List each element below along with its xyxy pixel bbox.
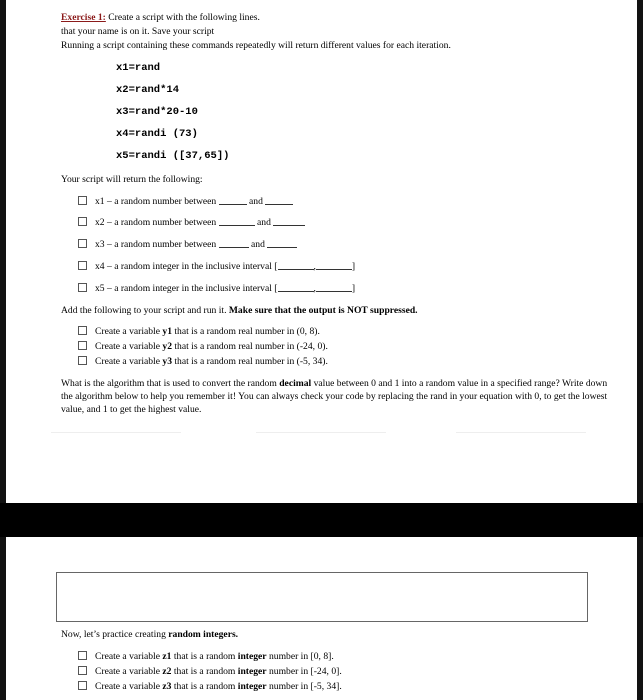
integer-name: z3 bbox=[162, 681, 172, 692]
variable-name: y2 bbox=[162, 341, 172, 352]
faint-rule bbox=[51, 432, 181, 433]
answer-blank[interactable] bbox=[273, 225, 305, 226]
practice-heading bbox=[61, 629, 238, 641]
algorithm-text-1: What is the algorithm that is used to convert the random bbox=[61, 378, 280, 389]
algorithm-bold: decimal bbox=[279, 378, 312, 389]
add-heading-bold: Make sure that the output is NOT suppressed. bbox=[228, 305, 418, 316]
answer-blank[interactable] bbox=[219, 204, 247, 205]
code-line-2: x2=rand*14 bbox=[116, 84, 180, 96]
checkbox[interactable] bbox=[78, 341, 87, 350]
return-item-x1 bbox=[78, 196, 293, 208]
algorithm-answer-box[interactable] bbox=[56, 572, 588, 622]
interval-comma: , bbox=[313, 261, 316, 272]
variable-post: that is a random real number in (-5, 34). bbox=[171, 356, 328, 367]
integer-item-z1 bbox=[78, 651, 334, 663]
answer-blank[interactable] bbox=[267, 247, 297, 248]
answer-blank[interactable] bbox=[265, 204, 293, 205]
answer-blank[interactable] bbox=[219, 225, 255, 226]
right-page-edge bbox=[637, 0, 643, 700]
integer-post: number in [0, 8]. bbox=[266, 651, 334, 662]
integer-bold: integer bbox=[237, 666, 267, 677]
return-item-x5 bbox=[78, 283, 355, 295]
return-item-x2 bbox=[78, 217, 305, 229]
variable-item-y1 bbox=[78, 326, 320, 338]
variable-post: that is a random real number in (0, 8). bbox=[171, 326, 320, 337]
algorithm-paragraph bbox=[61, 377, 621, 416]
code-line-5: x5=randi ([37,65]) bbox=[116, 150, 230, 162]
integer-name: z1 bbox=[162, 651, 172, 662]
return-item-text: x5 – a random integer in the inclusive interval [ bbox=[95, 283, 278, 294]
return-item-text: x1 – a random number between bbox=[95, 196, 217, 207]
exercise-label: Exercise 1: bbox=[61, 12, 106, 23]
integer-pre: Create a variable bbox=[95, 681, 163, 692]
interval-comma: , bbox=[313, 283, 316, 294]
checkbox[interactable] bbox=[78, 681, 87, 690]
integer-item-z2 bbox=[78, 666, 342, 678]
page-break-band bbox=[0, 503, 643, 537]
integer-bold: integer bbox=[237, 651, 267, 662]
return-item-and: and bbox=[251, 239, 265, 250]
integer-mid: that is a random bbox=[171, 681, 238, 692]
answer-blank[interactable] bbox=[278, 291, 314, 292]
answer-blank[interactable] bbox=[316, 269, 352, 270]
instruction-line-2: that your name is on it. Save your script bbox=[61, 26, 215, 37]
checkbox[interactable] bbox=[78, 651, 87, 660]
answer-blank[interactable] bbox=[278, 269, 314, 270]
return-item-text: x3 – a random number between bbox=[95, 239, 217, 250]
checkbox[interactable] bbox=[78, 356, 87, 365]
integer-bold: integer bbox=[237, 681, 267, 692]
integer-mid: that is a random bbox=[171, 666, 238, 677]
checkbox[interactable] bbox=[78, 283, 87, 292]
return-item-and: and bbox=[257, 217, 271, 228]
exercise-title-line bbox=[61, 12, 260, 24]
return-item-x4 bbox=[78, 261, 355, 273]
code-line-1: x1=rand bbox=[116, 62, 161, 74]
variable-name: y3 bbox=[162, 356, 172, 367]
faint-rule bbox=[456, 432, 586, 433]
interval-close: ] bbox=[351, 283, 356, 294]
variable-pre: Create a variable bbox=[95, 356, 163, 367]
integer-pre: Create a variable bbox=[95, 666, 163, 677]
practice-bold: random integers. bbox=[168, 629, 239, 640]
instruction-line-3: Running a script containing these commands repeatedly will return different values for each iteration. bbox=[61, 40, 451, 51]
practice-text: Now, let’s practice creating bbox=[61, 629, 169, 640]
variable-post: that is a random real number in (-24, 0). bbox=[171, 341, 328, 352]
add-heading bbox=[61, 305, 418, 317]
return-item-text: x2 – a random number between bbox=[95, 217, 217, 228]
integer-pre: Create a variable bbox=[95, 651, 163, 662]
return-heading: Your script will return the following: bbox=[61, 174, 203, 185]
checkbox[interactable] bbox=[78, 326, 87, 335]
answer-blank[interactable] bbox=[316, 291, 352, 292]
variable-item-y3 bbox=[78, 356, 328, 368]
integer-mid: that is a random bbox=[171, 651, 238, 662]
checkbox[interactable] bbox=[78, 239, 87, 248]
checkbox[interactable] bbox=[78, 261, 87, 270]
integer-name: z2 bbox=[162, 666, 172, 677]
checkbox[interactable] bbox=[78, 666, 87, 675]
worksheet-page-1 bbox=[6, 0, 637, 503]
interval-close: ] bbox=[351, 261, 356, 272]
integer-post: number in [-24, 0]. bbox=[266, 666, 342, 677]
code-line-3: x3=rand*20-10 bbox=[116, 106, 198, 118]
variable-name: y1 bbox=[162, 326, 172, 337]
return-item-and: and bbox=[249, 196, 263, 207]
faint-rule bbox=[256, 432, 386, 433]
variable-item-y2 bbox=[78, 341, 328, 353]
answer-blank[interactable] bbox=[219, 247, 249, 248]
return-item-text: x4 – a random integer in the inclusive interval [ bbox=[95, 261, 278, 272]
integer-post: number in [-5, 34]. bbox=[266, 681, 342, 692]
worksheet-page-2 bbox=[6, 537, 637, 700]
variable-pre: Create a variable bbox=[95, 326, 163, 337]
checkbox[interactable] bbox=[78, 196, 87, 205]
algorithm-text-2: value between 0 and 1 into a random value in a specified range? Write down the algorithm below to help you remember it! You can always check your code by replacing the rand in your equation with 0, to get the lowest value, and 1 to get the highest value. bbox=[61, 378, 608, 415]
add-heading-text: Add the following to your script and run it. bbox=[61, 305, 229, 316]
checkbox[interactable] bbox=[78, 217, 87, 226]
integer-item-z3 bbox=[78, 681, 342, 693]
variable-pre: Create a variable bbox=[95, 341, 163, 352]
exercise-intro: Create a script with the following lines. bbox=[105, 12, 260, 23]
return-item-x3 bbox=[78, 239, 297, 251]
code-line-4: x4=randi (73) bbox=[116, 128, 198, 140]
